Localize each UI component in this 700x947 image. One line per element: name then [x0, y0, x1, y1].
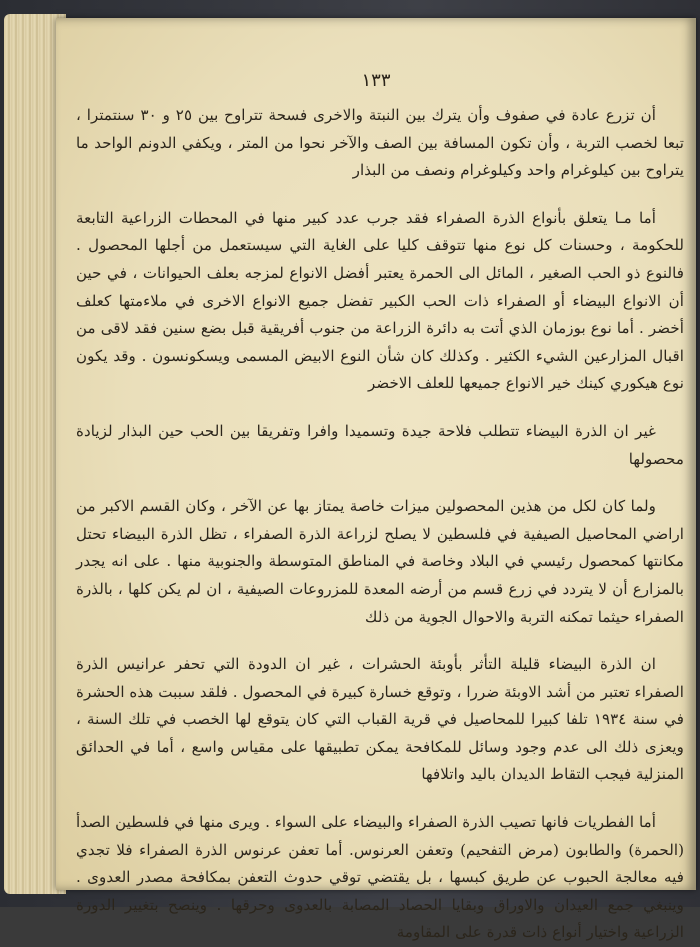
page-number: ١٣٣: [361, 70, 391, 91]
paragraph-5: ان الذرة البيضاء قليلة التأثر بأوبئة الحشرات ، غير ان الدودة التي تحفر عرانيس الذرة الصفراء تعتبر من أشد الاوبئة ضررا ، وتوقع خسارة كبيرة في المحصول . فلقد سببت هذه الحشرة في سنة ١٩٣٤ تلفا كبيرا للمحاصيل في قرية القباب التي كان يتوقع لها الخصب في تلك السنة ، ويعزى ذلك الى عدم وجود وسائل للمكافحة يمكن تطبيقها على مقياس واسع ، أما في الحدائق المنزلية فيجب التقاط الديدان باليد واتلافها: [76, 655, 685, 784]
paragraph-4: ولما كان لكل من هذين المحصولين ميزات خاصة يمتاز بها عن الآخر ، وكان القسم الاكبر من اراضي المحاصيل الصيفية في فلسطين لا يصلح لزراعة الذرة الصفراء ، تظل الذرة البيضاء تحتل مكانتها كمحصول رئيسي في البلاد وخاصة في المناطق المتوسطة والجنوبية منها . على انه يجدر بالمزارع أن لا يتردد في زرع قسم من أرضه المعدة للمزروعات الصيفية ، ان لم يكن كلها ، بالذرة الصفراء حيثما تمكنه التربة والاحوال الجوية من ذلك: [76, 497, 684, 626]
page-body: [76, 102, 684, 947]
paragraph-2: أما مـا يتعلق بأنواع الذرة الصفراء فقد جرب عدد كبير منها في المحطات الزراعية التابعة للحكومة ، وحسنات كل نوع منها تتوقف كليا على الغاية التي سيستعمل من أجلها المحصول . فالنوع ذو الحب الصغير ، المائل الى الحمرة يعتبر أفضل الانواع لمزجه بعلف الحيوانات ، في حين أن الانواع البيضاء أو الصفراء ذات الحب الكبير تفضل جميع الانواع الاخرى في ملاءمتها كعلف أخضر . أما نوع بوزمان الذي أتت به دائرة الزراعة من جنوب أفريقية قبل بضع سنين فقد لاقى من اقبال المزارعين الشيء الكثير . وكذلك كان شأن النوع الابيض المسمى ويسكونسون . وقد يكون نوع هيكوري كينك خير الانواع جميعها للعلف الاخضر: [76, 208, 684, 393]
paragraph-3: غير ان الذرة البيضاء تتطلب فلاحة جيدة وتسميدا وافرا وتفريقا بين الحب حين البذار لزيادة محصولها: [76, 421, 684, 468]
book-page: [56, 18, 696, 942]
paragraph-6: أما الفطريات فانها تصيب الذرة الصفراء والبيضاء على السواء . ويرى منها في فلسطين الصدأ (الحمرة) والطابون (مرض التفحيم) وتعفن العرنوس. أما تعفن عرنوس الذرة الصفراء فلا تجدي فيه معالجة الحبوب عن طريق كبسها ، بل يقتضي توقي حدوث التعفن بمكافحة مصدر العدوى . وينبغي جمع العيدان والاوراق وبقايا الحصاد المصابة بالعدوى وحرقها . وينصح بتغيير الدورة الزراعية واختيار أنواع ذات قدرة على المقاومة: [76, 813, 684, 942]
paragraph-1: أن تزرع عادة في صفوف وأن يترك بين النبتة والاخرى فسحة تتراوح بين ٢٥ و ٣٠ سنتمترا ، تبعا لخصب التربة ، وأن تكون المسافة بين الصف والآخر نحوا من المتر ، ويكفي الدونم الواحد ما يتراوح بين كيلوغرام واحد وكيلوغرام ونصف من البذار: [76, 106, 684, 180]
